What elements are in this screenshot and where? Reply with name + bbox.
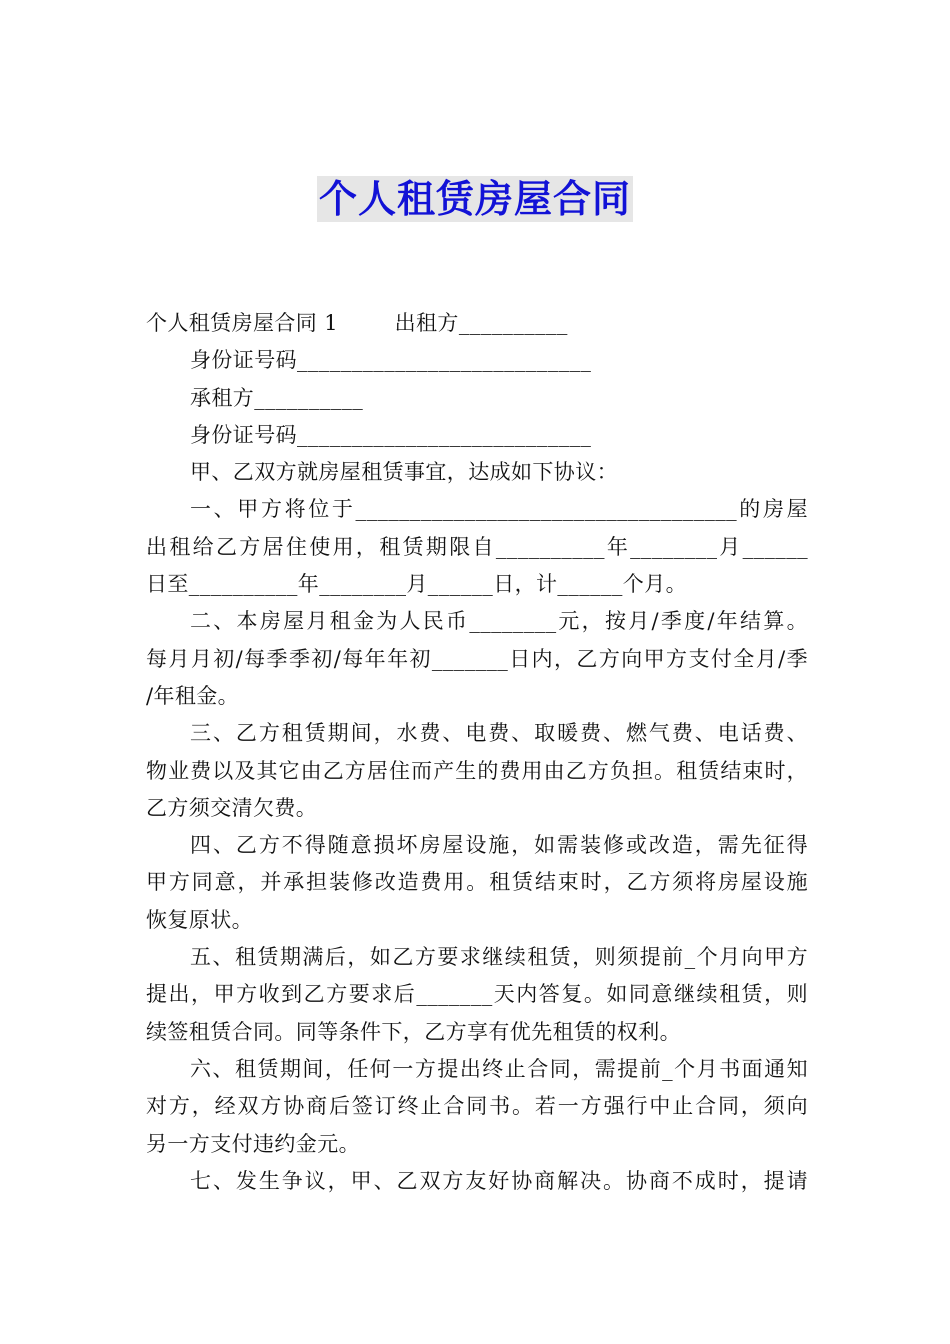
title-container (0, 176, 950, 222)
clause-4-line-3: 恢复原状。 (146, 907, 253, 932)
lessor-id-line: 身份证号码___________________________ (190, 348, 592, 373)
lessee-line: 承租方__________ (190, 385, 364, 410)
clause-4-line-2: 甲方同意，并承担装修改造费用。租赁结束时，乙方须将房屋设施 (146, 870, 808, 895)
clause-1-line-1: 一、甲方将位于___________________________________的房屋 (190, 497, 808, 522)
clause-4-line-1: 四、乙方不得随意损坏房屋设施，如需装修或改造，需先征得 (190, 833, 808, 858)
clause-5-line-1: 五、租赁期满后，如乙方要求继续租赁，则须提前_个月向甲方 (190, 945, 808, 970)
contract-header-line: 个人租赁房屋合同 1 出租方__________ (146, 311, 568, 335)
clause-6-line-2: 对方，经双方协商后签订终止合同书。若一方强行中止合同，须向 (146, 1094, 808, 1119)
lessee-id-line: 身份证号码___________________________ (190, 422, 592, 447)
clause-5-line-3: 续签租赁合同。同等条件下，乙方享有优先租赁的权利。 (146, 1019, 681, 1044)
clause-5-line-2: 提出，甲方收到乙方要求后_______天内答复。如同意继续租赁，则 (146, 982, 808, 1007)
clause-2-line-2: 每月月初/每季季初/每年年初_______日内，乙方向甲方支付全月/季 (146, 646, 808, 671)
clause-7-line-1: 七、发生争议，甲、乙双方友好协商解决。协商不成时，提请 (190, 1168, 808, 1193)
clause-2-line-1: 二、本房屋月租金为人民币________元，按月/季度/年结算。 (190, 609, 808, 634)
clause-3-line-3: 乙方须交清欠费。 (146, 795, 318, 820)
clause-3-line-1: 三、乙方租赁期间，水费、电费、取暖费、燃气费、电话费、 (190, 721, 808, 746)
clause-3-line-2: 物业费以及其它由乙方居住而产生的费用由乙方负担。租赁结束时， (146, 758, 808, 783)
clause-6-line-3: 另一方支付违约金元。 (146, 1131, 360, 1156)
clause-6-line-1: 六、租赁期间，任何一方提出终止合同，需提前_个月书面通知 (190, 1056, 808, 1081)
document-title: 个人租赁房屋合同 (318, 177, 631, 221)
document-body (146, 305, 808, 1200)
agreement-intro-line: 甲、乙双方就房屋租赁事宜，达成如下协议： (190, 460, 618, 485)
clause-1-line-3: 日至__________年________月______日，计______个月。 (146, 572, 687, 597)
clause-1-line-2: 出租给乙方居住使用，租赁期限自__________年________月______ (146, 534, 808, 559)
clause-2-line-3: /年租金。 (146, 683, 240, 708)
